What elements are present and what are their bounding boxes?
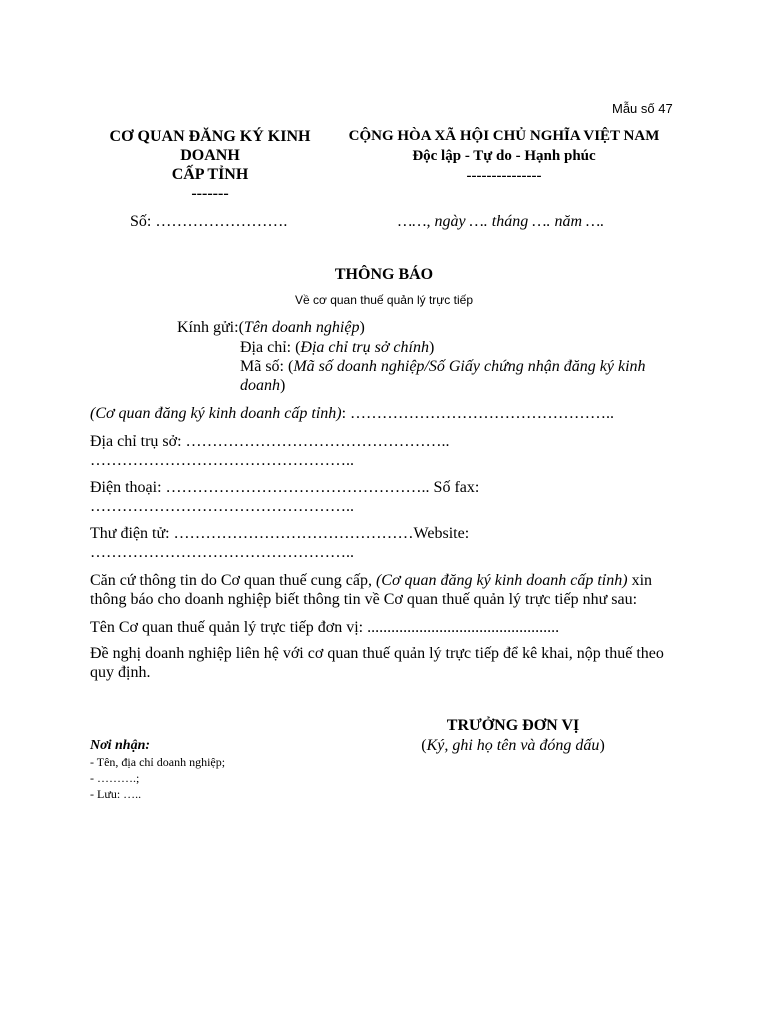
dia-chi-label: Địa chỉ: ( xyxy=(240,339,301,356)
kinh-gui-close: ) xyxy=(359,319,365,336)
document-title: THÔNG BÁO xyxy=(334,266,434,283)
agency-name-line1: CƠ QUAN ĐĂNG KÝ KINH xyxy=(109,128,311,145)
email-website-label: Thư điện tử: ………………………………………Website: xyxy=(90,525,470,542)
left-header-divider: ------- xyxy=(191,185,229,202)
signature-note-close: ) xyxy=(599,737,605,754)
right-header xyxy=(330,126,678,186)
ma-so-close: ) xyxy=(280,377,286,394)
kinh-gui-label: Kính gửi:( xyxy=(177,319,244,336)
signature-title: TRƯỞNG ĐƠN VỊ xyxy=(446,717,580,734)
email-field xyxy=(90,524,469,562)
country-name: CỘNG HÒA XÃ HỘI CHỦ NGHĨA VIỆT NAM xyxy=(348,128,660,144)
address-label: Địa chỉ trụ sở: ………………………………………….. xyxy=(90,433,450,450)
ma-so-label: Mã số: ( xyxy=(240,358,294,375)
recipient-item: - ……….; xyxy=(90,771,140,785)
left-header xyxy=(90,127,330,203)
phone-field xyxy=(90,478,479,516)
address-dots: ………………………………………….. xyxy=(90,452,354,469)
motto: Độc lập - Tự do - Hạnh phúc xyxy=(412,148,596,164)
ma-so-line xyxy=(240,357,680,395)
recipient-item: - Tên, địa chỉ doanh nghiệp; xyxy=(90,755,226,769)
signature-note: Ký, ghi họ tên và đóng dấu xyxy=(426,737,600,754)
recipient-item: - Lưu: ….. xyxy=(90,787,142,801)
agency-name-line2: DOANH xyxy=(180,147,240,164)
para1-text-end: xin xyxy=(627,572,653,589)
right-header-divider: --------------- xyxy=(466,168,542,184)
tax-code-placeholder-cont: doanh xyxy=(240,377,280,394)
paragraph-basis xyxy=(90,571,690,609)
tax-authority-name-line: Tên Cơ quan thuế quản lý trực tiếp đơn vị: ................................................ xyxy=(90,619,560,636)
document-number: Số: ……………………. xyxy=(130,213,288,230)
para3-line1: Đề nghị doanh nghiệp liên hệ với cơ quan thuế quản lý trực tiếp để kê khai, nộp thuế theo xyxy=(90,645,664,662)
kinh-gui-line xyxy=(177,318,365,337)
agency-dots: : ………………………………………….. xyxy=(341,405,615,422)
company-name-placeholder: Tên doanh nghiệp xyxy=(243,319,360,336)
phone-fax-label: Điện thoại: ………………………………………….. Số fax: xyxy=(90,479,480,496)
document-subtitle: Về cơ quan thuế quản lý trực tiếp xyxy=(294,293,473,307)
signature-note-open: ( xyxy=(421,737,427,754)
para1-line2: thông báo cho doanh nghiệp biết thông tin về Cơ quan thuế quản lý trực tiếp như sau: xyxy=(90,591,638,608)
email-dots: ………………………………………….. xyxy=(90,544,354,561)
address-placeholder: Địa chỉ trụ sở chính xyxy=(300,339,429,356)
para1-agency: (Cơ quan đăng ký kinh doanh cấp tỉnh) xyxy=(375,572,628,589)
recipients-label: Nơi nhận: xyxy=(90,738,151,753)
agency-line xyxy=(90,404,614,423)
dia-chi-close: ) xyxy=(428,339,435,356)
form-number: Mẫu số 47 xyxy=(612,101,673,116)
agency-placeholder: (Cơ quan đăng ký kinh doanh cấp tỉnh) xyxy=(90,405,342,422)
para3-line2: quy định. xyxy=(90,664,151,681)
document-date: ……, ngày …. tháng …. năm …. xyxy=(398,213,605,230)
para1-text: Căn cứ thông tin do Cơ quan thuế cung cấp, xyxy=(90,572,376,589)
tax-code-placeholder: Mã số doanh nghiệp/Số Giấy chứng nhận đăng ký kinh xyxy=(293,358,646,375)
paragraph-request xyxy=(90,644,690,682)
phone-dots: ………………………………………….. xyxy=(90,498,354,515)
signature-block xyxy=(380,716,646,756)
agency-name-line3: CẤP TỈNH xyxy=(171,166,249,183)
recipients-block xyxy=(90,737,225,802)
dia-chi-line xyxy=(240,338,434,357)
address-field xyxy=(90,432,450,470)
